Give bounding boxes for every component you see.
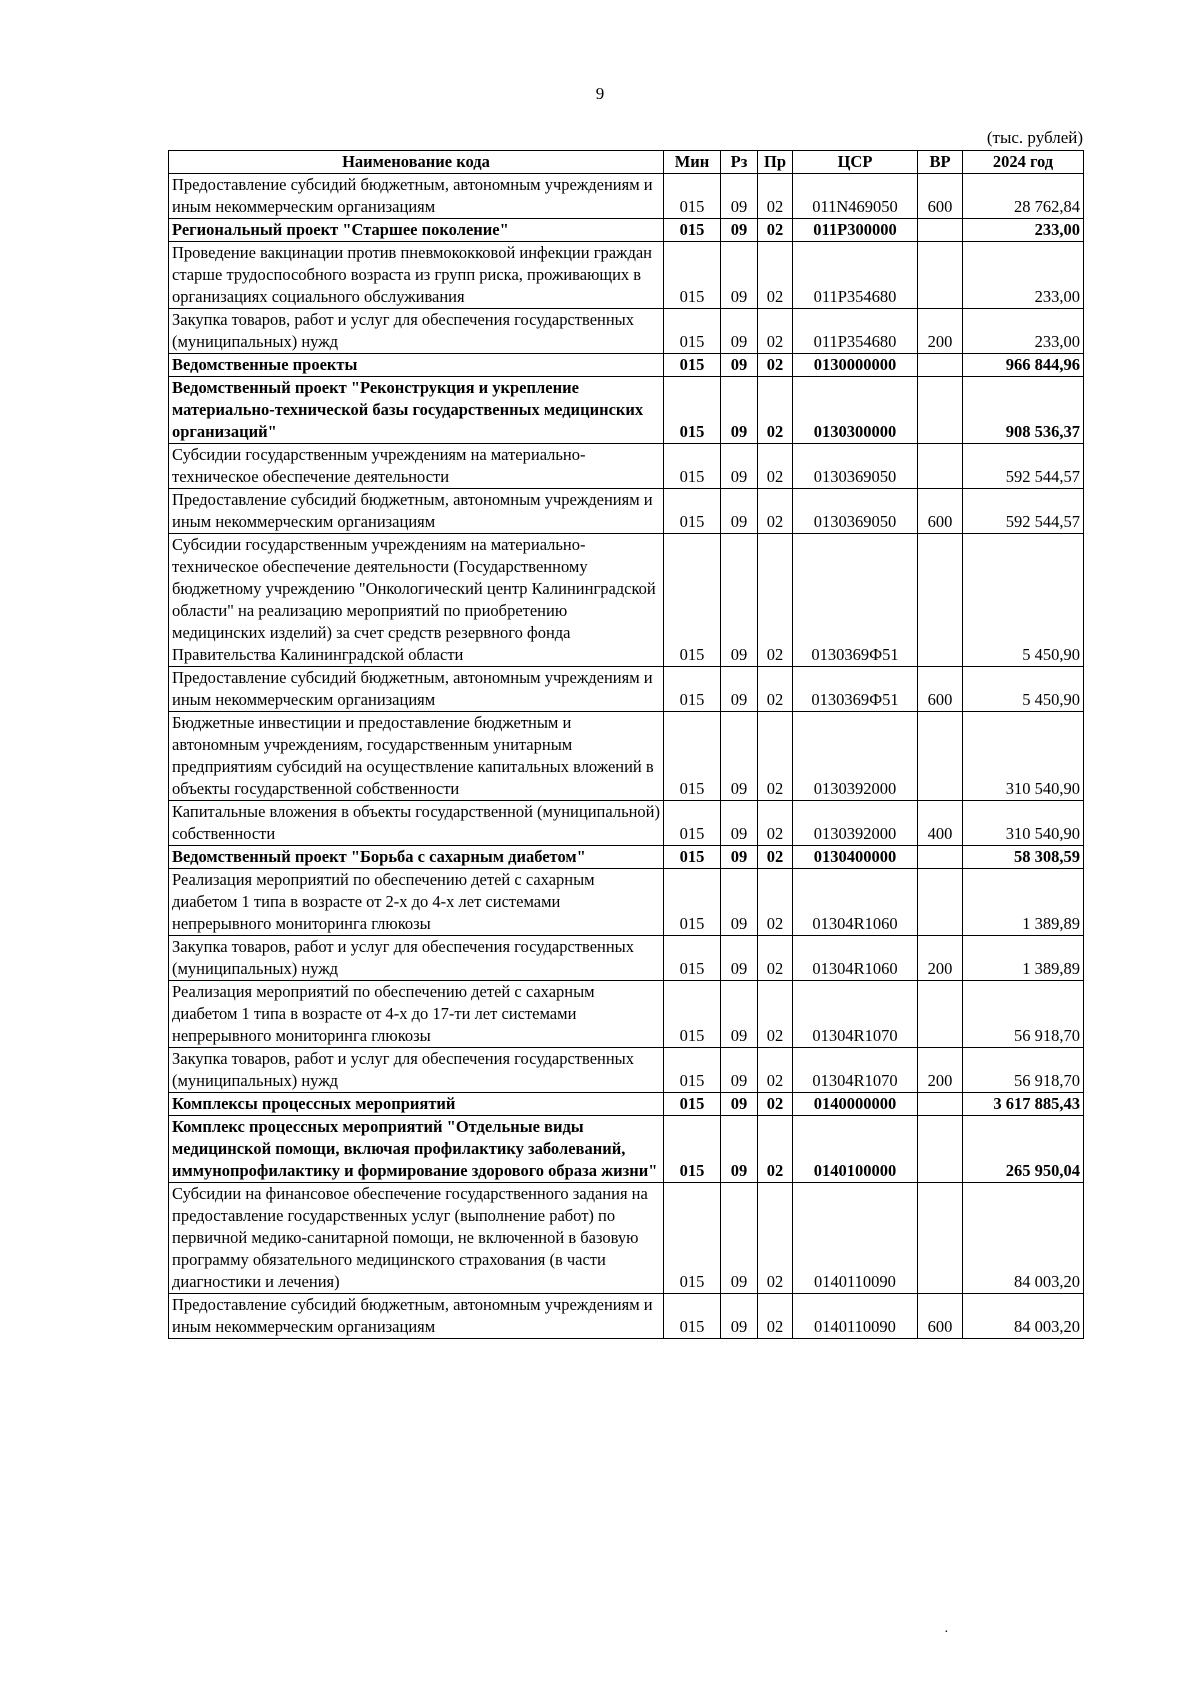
cell-name: Реализация мероприятий по обеспечению детей с сахарным диабетом 1 типа в возрасте от 4-х до 17-ти лет системами непрерывного мониторинга глюкозы [169,981,664,1048]
cell-vr: 600 [918,174,963,219]
table-row [169,936,1084,981]
cell-rz: 09 [721,377,758,444]
cell-rz: 09 [721,1116,758,1183]
cell-name: Региональный проект "Старшее поколение" [169,219,664,242]
cell-amount: 966 844,96 [963,354,1084,377]
cell-min: 015 [664,444,721,489]
cell-pr: 02 [758,309,793,354]
cell-vr: 400 [918,801,963,846]
cell-amount: 310 540,90 [963,801,1084,846]
cell-vr: 600 [918,489,963,534]
cell-amount: 265 950,04 [963,1116,1084,1183]
cell-name: Предоставление субсидий бюджетным, автономным учреждениям и иным некоммерческим организациям [169,667,664,712]
table-row [169,667,1084,712]
cell-vr: 200 [918,1048,963,1093]
cell-pr: 02 [758,534,793,667]
table-row [169,377,1084,444]
table-row [169,534,1084,667]
header-min: Мин [664,151,721,174]
cell-name: Ведомственные проекты [169,354,664,377]
table-row [169,712,1084,801]
cell-csr: 01304R1060 [793,869,918,936]
cell-rz: 09 [721,936,758,981]
cell-csr: 011P354680 [793,309,918,354]
table-row [169,489,1084,534]
cell-name: Ведомственный проект "Борьба с сахарным диабетом" [169,846,664,869]
cell-vr: 200 [918,309,963,354]
cell-csr: 0130369Ф51 [793,534,918,667]
cell-amount: 5 450,90 [963,667,1084,712]
cell-amount: 84 003,20 [963,1183,1084,1294]
cell-csr: 01304R1070 [793,1048,918,1093]
cell-amount: 592 544,57 [963,489,1084,534]
cell-pr: 02 [758,444,793,489]
cell-vr [918,242,963,309]
cell-pr: 02 [758,869,793,936]
cell-rz: 09 [721,444,758,489]
cell-name: Предоставление субсидий бюджетным, автономным учреждениям и иным некоммерческим организациям [169,489,664,534]
table-row [169,1048,1084,1093]
table-row [169,242,1084,309]
cell-rz: 09 [721,1093,758,1116]
cell-min: 015 [664,534,721,667]
table-row [169,1093,1084,1116]
cell-rz: 09 [721,712,758,801]
cell-min: 015 [664,377,721,444]
cell-csr: 0130392000 [793,712,918,801]
cell-csr: 0130000000 [793,354,918,377]
cell-name: Комплекс процессных мероприятий "Отдельные виды медицинской помощи, включая профилактику заболеваний, иммунопрофилактику и формирование здорового образа жизни" [169,1116,664,1183]
header-year: 2024 год [963,151,1084,174]
table-row [169,1294,1084,1339]
cell-min: 015 [664,846,721,869]
cell-rz: 09 [721,174,758,219]
table-row [169,1183,1084,1294]
cell-min: 015 [664,489,721,534]
cell-vr [918,846,963,869]
header-rz: Рз [721,151,758,174]
cell-rz: 09 [721,1183,758,1294]
cell-name: Закупка товаров, работ и услуг для обеспечения государственных (муниципальных) нужд [169,936,664,981]
cell-pr: 02 [758,174,793,219]
cell-csr: 0140100000 [793,1116,918,1183]
header-name: Наименование кода [169,151,664,174]
cell-rz: 09 [721,309,758,354]
cell-pr: 02 [758,1048,793,1093]
cell-pr: 02 [758,242,793,309]
cell-amount: 84 003,20 [963,1294,1084,1339]
cell-amount: 28 762,84 [963,174,1084,219]
table-row [169,309,1084,354]
cell-csr: 0130369050 [793,489,918,534]
cell-name: Реализация мероприятий по обеспечению детей с сахарным диабетом 1 типа в возрасте от 2-х до 4-х лет системами непрерывного мониторинга глюкозы [169,869,664,936]
cell-pr: 02 [758,1183,793,1294]
cell-rz: 09 [721,667,758,712]
cell-csr: 01304R1070 [793,981,918,1048]
cell-pr: 02 [758,489,793,534]
cell-csr: 0140000000 [793,1093,918,1116]
cell-pr: 02 [758,667,793,712]
cell-name: Субсидии на финансовое обеспечение государственного задания на предоставление государственных услуг (выполнение работ) по первичной медико-санитарной помощи, не включенной в базовую программу обязательного медицинского страхования (в части диагностики и лечения) [169,1183,664,1294]
cell-pr: 02 [758,219,793,242]
cell-name: Закупка товаров, работ и услуг для обеспечения государственных (муниципальных) нужд [169,1048,664,1093]
cell-name: Бюджетные инвестиции и предоставление бюджетным и автономным учреждениям, государственным унитарным предприятиям субсидий на осуществление капитальных вложений в объекты государственной собственности [169,712,664,801]
cell-min: 015 [664,309,721,354]
cell-min: 015 [664,981,721,1048]
cell-pr: 02 [758,981,793,1048]
cell-name: Капитальные вложения в объекты государственной (муниципальной) собственности [169,801,664,846]
cell-rz: 09 [721,1048,758,1093]
cell-amount: 908 536,37 [963,377,1084,444]
cell-amount: 233,00 [963,219,1084,242]
cell-name: Субсидии государственным учреждениям на материально-техническое обеспечение деятельности [169,444,664,489]
table-row [169,354,1084,377]
cell-vr [918,712,963,801]
cell-csr: 011P300000 [793,219,918,242]
cell-name: Закупка товаров, работ и услуг для обеспечения государственных (муниципальных) нужд [169,309,664,354]
cell-amount: 233,00 [963,242,1084,309]
cell-csr: 0130369050 [793,444,918,489]
cell-pr: 02 [758,712,793,801]
cell-amount: 5 450,90 [963,534,1084,667]
cell-csr: 0140110090 [793,1294,918,1339]
cell-pr: 02 [758,354,793,377]
cell-rz: 09 [721,981,758,1048]
table-row [169,1116,1084,1183]
header-pr: Пр [758,151,793,174]
cell-min: 015 [664,174,721,219]
cell-amount: 310 540,90 [963,712,1084,801]
cell-amount: 1 389,89 [963,869,1084,936]
table-row [169,981,1084,1048]
cell-rz: 09 [721,242,758,309]
cell-rz: 09 [721,354,758,377]
units-label: (тыс. рублей) [986,128,1083,147]
cell-name: Предоставление субсидий бюджетным, автономным учреждениям и иным некоммерческим организациям [169,1294,664,1339]
cell-csr: 0140110090 [793,1183,918,1294]
cell-min: 015 [664,1048,721,1093]
cell-vr [918,377,963,444]
header-vr: ВР [918,151,963,174]
cell-min: 015 [664,242,721,309]
cell-amount: 56 918,70 [963,1048,1084,1093]
cell-vr: 600 [918,1294,963,1339]
cell-min: 015 [664,1093,721,1116]
cell-vr [918,444,963,489]
cell-vr [918,1093,963,1116]
cell-rz: 09 [721,801,758,846]
cell-min: 015 [664,712,721,801]
cell-min: 015 [664,1294,721,1339]
cell-csr: 0130392000 [793,801,918,846]
cell-pr: 02 [758,936,793,981]
table-header-row [169,151,1084,174]
cell-rz: 09 [721,869,758,936]
cell-name: Ведомственный проект "Реконструкция и укрепление материально-технической базы государственных медицинских организаций" [169,377,664,444]
table-row [169,444,1084,489]
cell-pr: 02 [758,1294,793,1339]
cell-vr: 600 [918,667,963,712]
cell-csr: 011P354680 [793,242,918,309]
cell-csr: 0130400000 [793,846,918,869]
cell-vr [918,354,963,377]
cell-rz: 09 [721,489,758,534]
cell-rz: 09 [721,1294,758,1339]
cell-min: 015 [664,936,721,981]
cell-amount: 3 617 885,43 [963,1093,1084,1116]
table-row [169,219,1084,242]
scan-mark: · [944,1625,949,1640]
table-row [169,801,1084,846]
page-number: 9 [595,84,605,103]
cell-vr [918,1116,963,1183]
cell-min: 015 [664,667,721,712]
cell-pr: 02 [758,801,793,846]
table-row [169,846,1084,869]
cell-csr: 0130369Ф51 [793,667,918,712]
cell-amount: 592 544,57 [963,444,1084,489]
cell-pr: 02 [758,377,793,444]
cell-vr [918,219,963,242]
cell-pr: 02 [758,1093,793,1116]
cell-min: 015 [664,1183,721,1294]
cell-min: 015 [664,869,721,936]
cell-rz: 09 [721,846,758,869]
cell-min: 015 [664,801,721,846]
cell-csr: 011N469050 [793,174,918,219]
cell-vr [918,1183,963,1294]
cell-amount: 1 389,89 [963,936,1084,981]
cell-pr: 02 [758,846,793,869]
cell-csr: 01304R1060 [793,936,918,981]
cell-amount: 56 918,70 [963,981,1084,1048]
cell-vr [918,869,963,936]
cell-min: 015 [664,219,721,242]
cell-vr: 200 [918,936,963,981]
cell-min: 015 [664,1116,721,1183]
cell-amount: 58 308,59 [963,846,1084,869]
cell-name: Предоставление субсидий бюджетным, автономным учреждениям и иным некоммерческим организациям [169,174,664,219]
cell-name: Субсидии государственным учреждениям на материально-техническое обеспечение деятельности (Государственному бюджетному учреждению "Онкологический центр Калининградской области" на реализацию мероприятий по приобретению медицинских изделий) за счет средств резервного фонда Правительства Калининградской области [169,534,664,667]
cell-amount: 233,00 [963,309,1084,354]
cell-name: Проведение вакцинации против пневмококковой инфекции граждан старше трудоспособного возраста из групп риска, проживающих в организациях социального обслуживания [169,242,664,309]
cell-rz: 09 [721,219,758,242]
cell-csr: 0130300000 [793,377,918,444]
cell-rz: 09 [721,534,758,667]
cell-name: Комплексы процессных мероприятий [169,1093,664,1116]
cell-vr [918,534,963,667]
cell-vr [918,981,963,1048]
budget-table [168,150,1084,1339]
table-row [169,174,1084,219]
cell-min: 015 [664,354,721,377]
header-csr: ЦСР [793,151,918,174]
table-body [169,174,1084,1339]
table-row [169,869,1084,936]
cell-pr: 02 [758,1116,793,1183]
